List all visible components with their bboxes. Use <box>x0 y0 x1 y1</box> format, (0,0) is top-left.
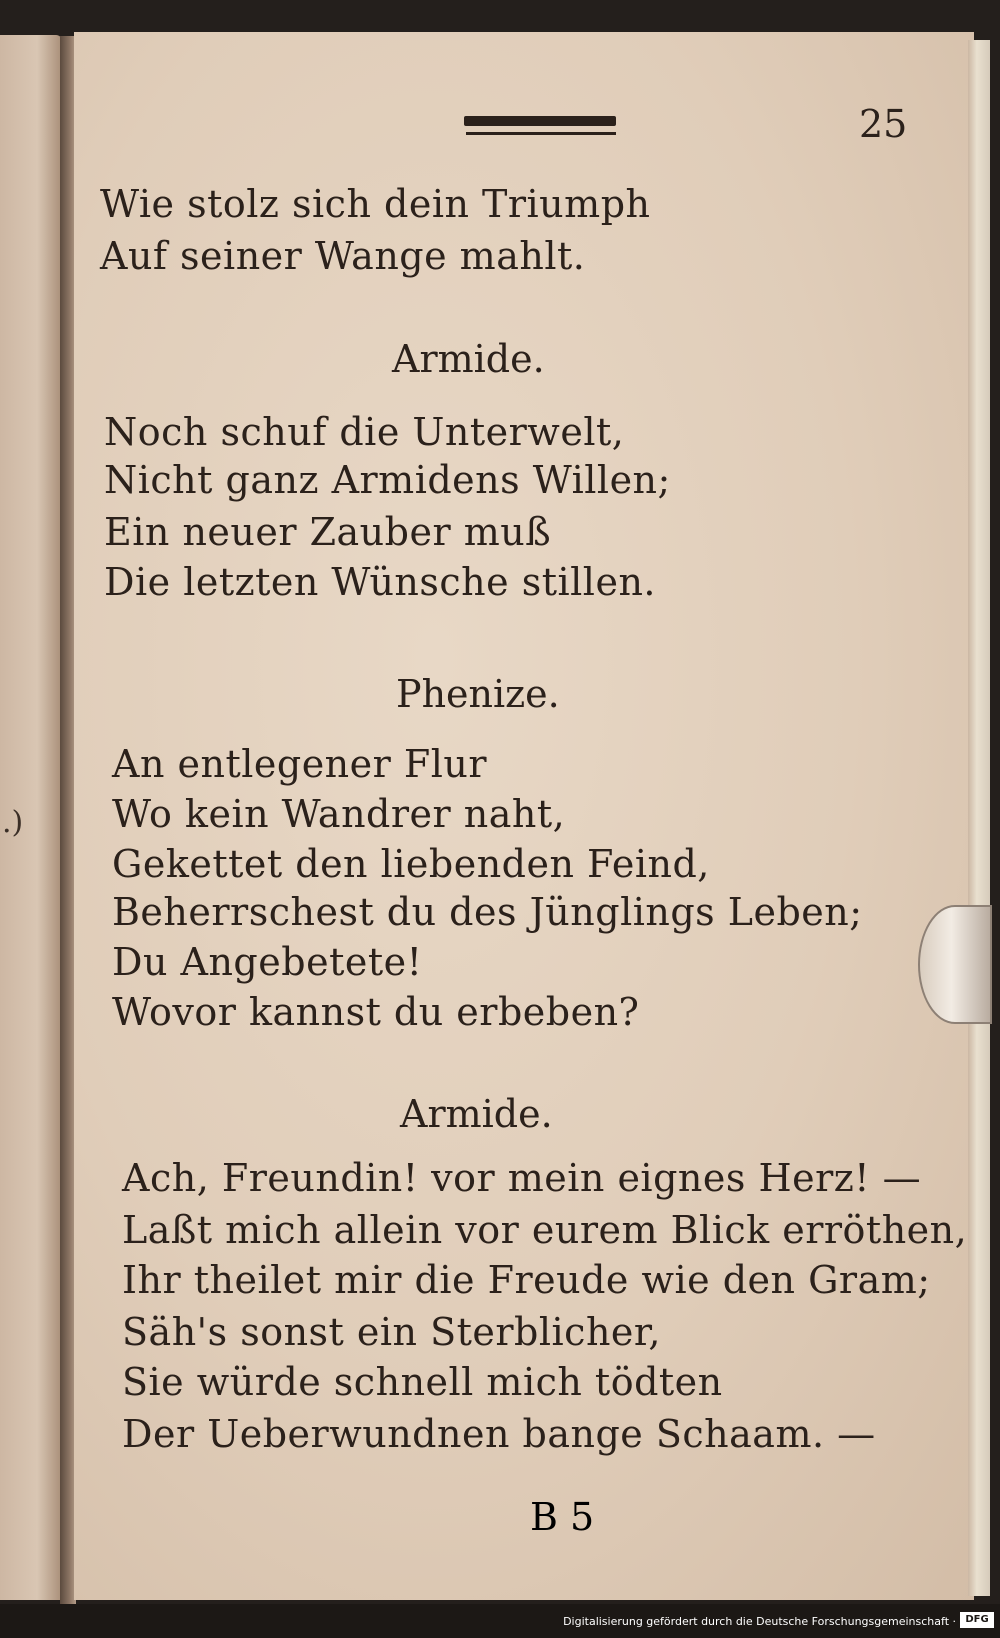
header-rule-thin <box>466 132 616 135</box>
verse-line: Säh's sonst ein Sterblicher, <box>122 1310 661 1354</box>
verse-line: Sie würde schnell mich tödten <box>122 1360 723 1404</box>
verse-line: Wovor kannst du erbeben? <box>112 990 640 1034</box>
verse-line: Auf seiner Wange mahlt. <box>100 234 586 278</box>
verse-line: Du Angebetete! <box>112 940 423 984</box>
verse-line: Ein neuer Zauber muß <box>104 510 552 554</box>
page-number: 25 <box>859 102 908 146</box>
verse-line: Noch schuf die Unterwelt, <box>104 410 625 454</box>
book-page <box>74 32 974 1600</box>
verse-line: Der Ueberwundnen bange Schaam. — <box>122 1412 876 1456</box>
page-clip <box>918 905 992 1024</box>
speaker-heading: Armide. <box>392 337 545 381</box>
printer-signature: B 5 <box>530 1495 595 1539</box>
verse-line: Wie stolz sich dein Triumph <box>100 182 651 226</box>
verse-line: Ach, Freundin! vor mein eignes Herz! — <box>122 1156 922 1200</box>
speaker-heading: Phenize. <box>396 672 560 716</box>
verse-line: Laßt mich allein vor eurem Blick erröthen, <box>122 1208 968 1252</box>
left-page-fragment: .) <box>2 805 24 840</box>
footer-credit: Digitalisierung gefördert durch die Deutsche Forschungsgemeinschaft · <box>563 1615 956 1628</box>
page-stack-edge <box>968 40 990 1596</box>
verse-line: Ihr theilet mir die Freude wie den Gram; <box>122 1258 931 1302</box>
verse-line: Gekettet den liebenden Feind, <box>112 842 710 886</box>
speaker-heading: Armide. <box>400 1092 553 1136</box>
header-rule-thick <box>464 116 616 126</box>
left-page-edge <box>0 35 62 1600</box>
verse-line: Nicht ganz Armidens Willen; <box>104 458 671 502</box>
verse-line: Wo kein Wandrer naht, <box>112 792 566 836</box>
verse-line: An entlegener Flur <box>112 742 488 786</box>
dfg-logo: DFG <box>960 1612 994 1628</box>
verse-line: Die letzten Wünsche stillen. <box>104 560 656 604</box>
verse-line: Beherrschest du des Jünglings Leben; <box>112 890 863 934</box>
